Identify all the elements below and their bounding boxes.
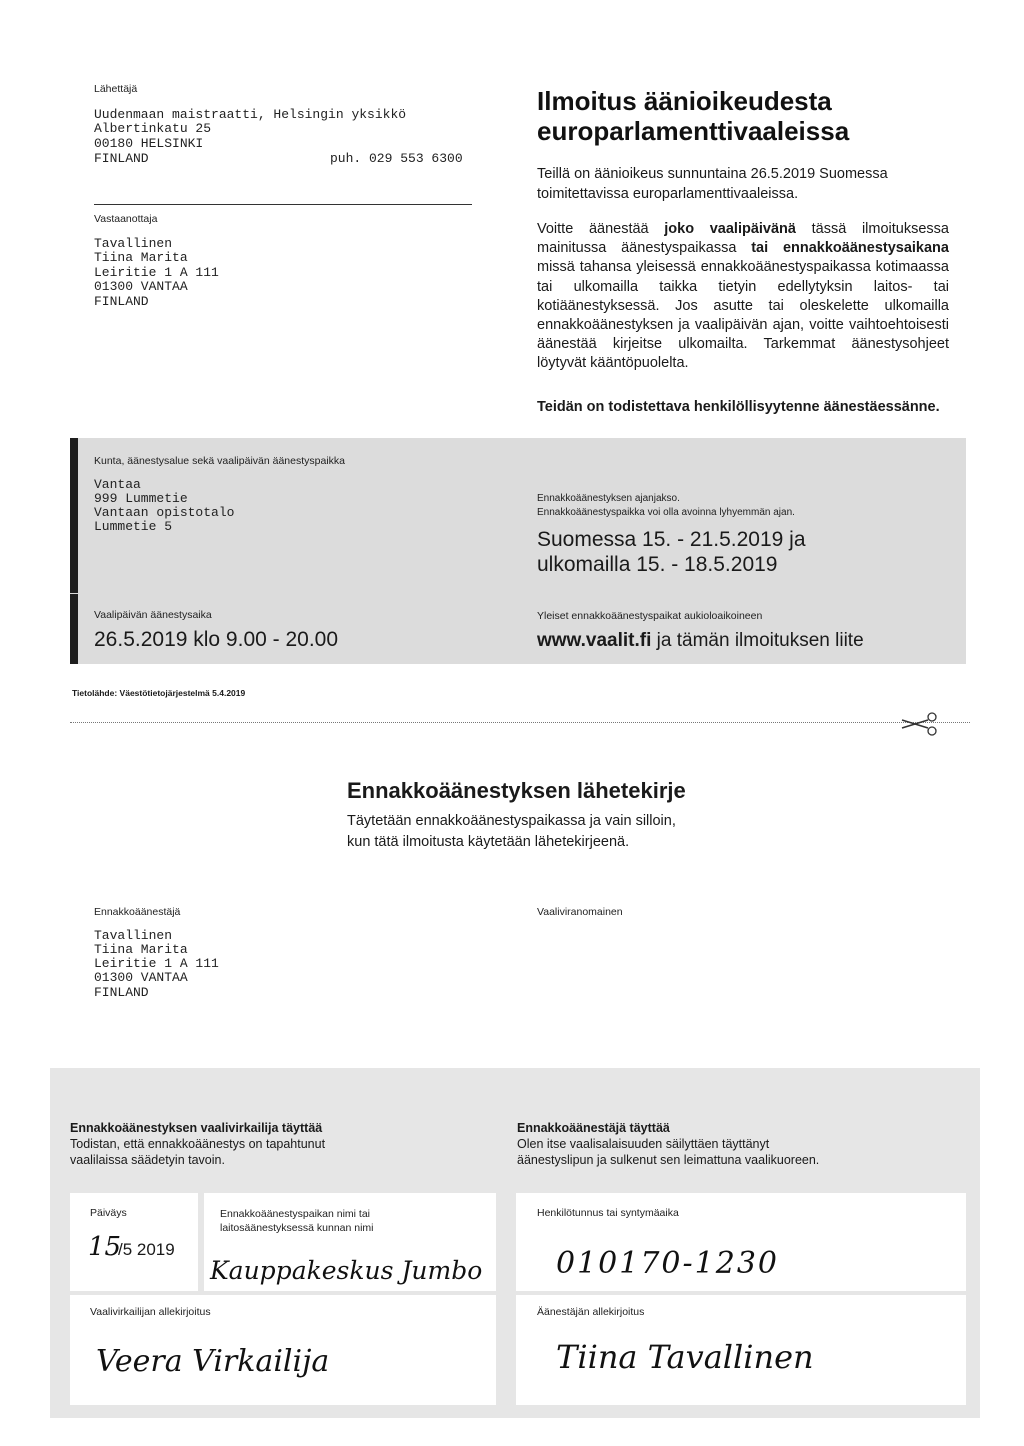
polling-line: Vantaan opistotalo (94, 505, 235, 520)
voter-signature-label: Äänestäjän allekirjoitus (537, 1306, 645, 1318)
advance-period (537, 527, 806, 577)
place-label-line: Ennakkoäänestyspaikan nimi tai (220, 1208, 371, 1220)
body-text: tässä ilmoituksessa mainitussa äänestyspaikassa (537, 221, 949, 257)
place-value: Kauppakeskus Jumbo (210, 1256, 483, 1285)
sender-phone: puh. 029 553 6300 (330, 151, 463, 166)
polling-label: Kunta, äänestysalue sekä vaalipäivän äänestyspaikka (94, 455, 345, 467)
notice-intro: Teillä on äänioikeus sunnuntaina 26.5.2019 Suomessa toimitettavissa europarlamenttivaaleissa. (537, 166, 888, 202)
sender-line: Uudenmaan maistraatti, Helsingin yksikkö (94, 107, 407, 122)
id-value: 010170-1230 (556, 1246, 780, 1281)
referral-subtitle (347, 811, 676, 853)
sender-line: Albertinkatu 25 (94, 121, 212, 136)
official-section (70, 1120, 325, 1168)
voter-line: Tavallinen (94, 928, 173, 943)
cut-line (70, 722, 970, 723)
polling-line: Vantaa (94, 477, 141, 492)
referral-subtitle-line: kun tätä ilmoitusta käytetään lähetekirjeenä. (347, 834, 630, 850)
date-rest-value: /5 2019 (118, 1240, 175, 1259)
source-note: Tietolähde: Väestötietojärjestelmä 5.4.2019 (72, 688, 246, 698)
place-label (220, 1207, 374, 1235)
election-day-label: Vaalipäivän äänestysaika (94, 609, 212, 621)
body-text: Voitte äänestää (537, 221, 665, 237)
general-places-label: Yleiset ennakkoäänestyspaikat aukioloaikoineen (537, 610, 763, 622)
sender-label: Lähettäjä (94, 83, 138, 95)
sender-line: 00180 HELSINKI (94, 136, 204, 151)
place-label-line: laitosäänestyksessä kunnan nimi (220, 1222, 374, 1234)
advance-line: Suomessa 15. - 21.5.2019 ja (537, 528, 806, 551)
body-bold: tai ennakkoäänestysaikana (751, 240, 949, 257)
general-places-value (537, 630, 864, 652)
notice-body (537, 220, 949, 374)
polling-line: 999 Lummetie (94, 491, 188, 506)
voter-text: äänestyslipun ja sulkenut sen leimattuna vaalikuoreen. (517, 1153, 820, 1167)
advance-label: Ennakkoäänestyksen ajanjakso. (537, 493, 680, 504)
date-day-value: 15 (88, 1232, 122, 1262)
referral-title: Ennakkoäänestyksen lähetekirje (347, 778, 686, 803)
recipient-line: 01300 VANTAA (94, 279, 188, 294)
referral-subtitle-line: Täytetään ennakkoäänestyspaikassa ja vain silloin, (347, 813, 676, 829)
election-day-marker (70, 594, 78, 664)
recipient-line: Leiritie 1 A 111 (94, 265, 219, 280)
recipient-line: FINLAND (94, 294, 149, 309)
sender-line: FINLAND (94, 151, 149, 166)
advance-label: Ennakkoäänestyspaikka voi olla avoinna lyhyemmän ajan. (537, 507, 795, 518)
recipient-line: Tiina Marita (94, 250, 188, 265)
official-heading: Ennakkoäänestyksen vaalivirkailija täyttää (70, 1121, 323, 1135)
body-bold: joko vaalipäivänä (664, 221, 796, 237)
official-signature-value: Veera Virkailija (96, 1344, 330, 1379)
voter-line: Leiritie 1 A 111 (94, 956, 219, 971)
notice-title-line: Ilmoitus äänioikeudesta (537, 86, 832, 116)
vaalit-link[interactable]: www.vaalit.fi (537, 630, 652, 651)
id-notice: Teidän on todistettava henkilöllisyytenne äänestäessänne. (537, 399, 940, 415)
voter-section (517, 1120, 819, 1168)
voter-line: FINLAND (94, 985, 149, 1000)
body-text: missä tahansa yleisessä ennakkoäänestyspaikassa kotimaassa tai ulkomailla taikka tietyin edellytyksin laitos- tai kotiäänestyksessä. Jos asutte tai oleskelette ulkomailla ennakkoäänestyksen ja vaalipäivän ajan, voitte vaihtoehtoisesti äänestää kirjeitse ulkomailta. Tarkemmat äänestysohjeet löytyvät kääntöpuolelta. (537, 259, 949, 372)
general-places-rest: ja tämän ilmoituksen liite (651, 630, 864, 651)
voter-line: Tiina Marita (94, 942, 188, 957)
divider (94, 204, 472, 205)
voter-signature-value: Tiina Tavallinen (556, 1338, 814, 1376)
voter-line: 01300 VANTAA (94, 970, 188, 985)
voter-text: Olen itse vaalisalaisuuden säilyttäen täyttänyt (517, 1137, 770, 1151)
polling-line: Lummetie 5 (94, 519, 173, 534)
authority-label: Vaaliviranomainen (537, 906, 623, 918)
recipient-line: Tavallinen (94, 236, 173, 251)
recipient-label: Vastaanottaja (94, 213, 158, 225)
advance-line: ulkomailla 15. - 18.5.2019 (537, 553, 778, 576)
official-text: vaalilaissa säädetyin tavoin. (70, 1153, 225, 1167)
voter-heading: Ennakkoäänestäjä täyttää (517, 1121, 670, 1135)
date-label: Päiväys (90, 1207, 127, 1219)
polling-marker (70, 438, 78, 593)
official-text: Todistan, että ennakkoäänestys on tapahtunut (70, 1137, 326, 1151)
voter-label: Ennakkoäänestäjä (94, 906, 181, 918)
notice-title (537, 86, 849, 146)
id-label: Henkilötunnus tai syntymäaika (537, 1207, 679, 1219)
scissors-icon (900, 712, 940, 736)
notice-title-line: europarlamenttivaaleissa (537, 116, 850, 146)
election-day-value: 26.5.2019 klo 9.00 - 20.00 (94, 628, 339, 651)
official-signature-label: Vaalivirkailijan allekirjoitus (90, 1306, 211, 1318)
